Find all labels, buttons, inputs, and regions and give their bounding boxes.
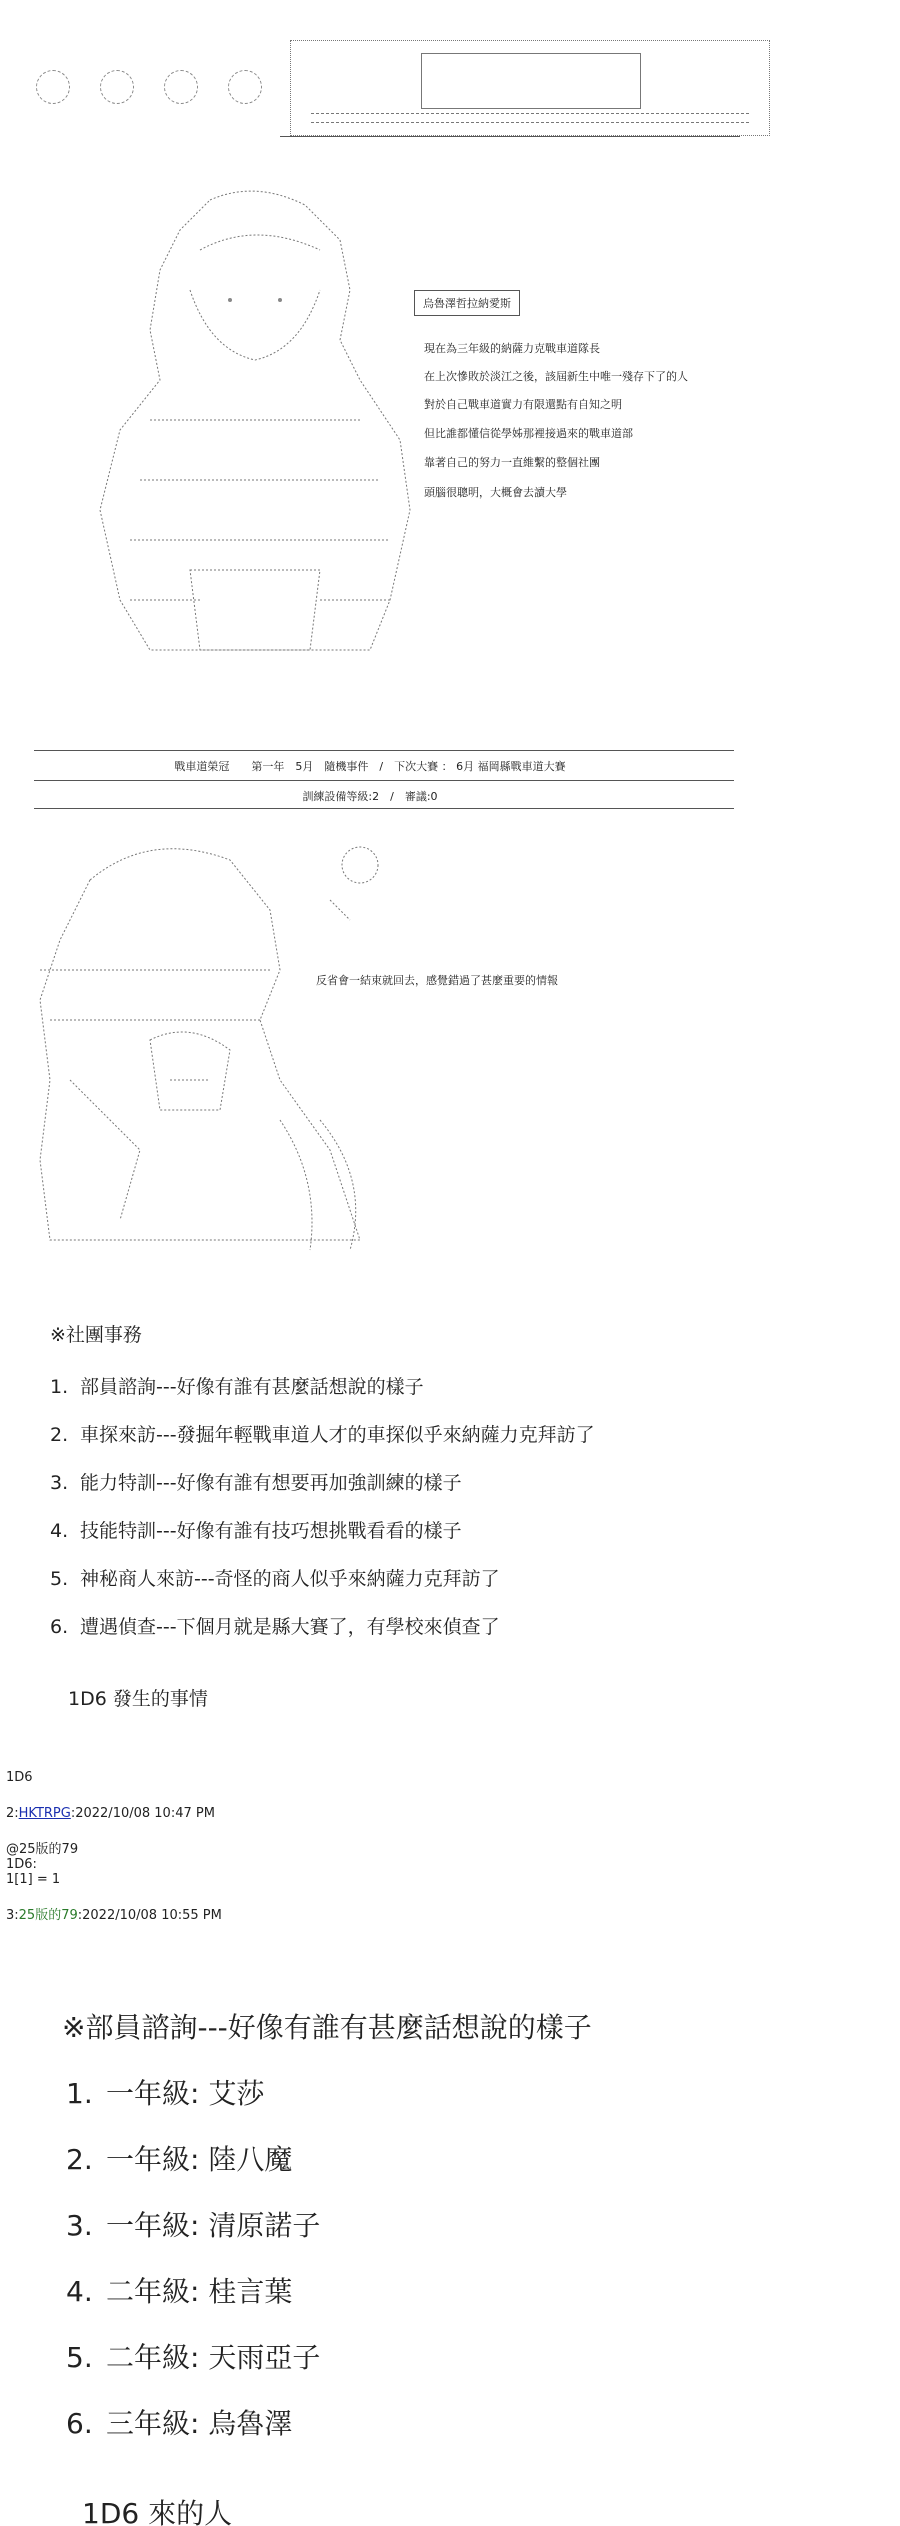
- header-banner-art: [30, 40, 750, 136]
- item-number: 3.: [66, 2209, 93, 2242]
- status-divider-top: [34, 750, 734, 751]
- item-text: 二年級: 天雨亞子: [106, 2341, 321, 2374]
- item-number: 3.: [50, 1472, 69, 1494]
- tank-illustration: [290, 40, 770, 136]
- item-text: 神秘商人來訪---奇怪的商人似乎來納薩力克拜訪了: [80, 1568, 500, 1590]
- post-timestamp: :2022/10/08 10:47 PM: [70, 1806, 215, 1821]
- character-note-line: 在上次慘敗於淡江之後，該屆新生中唯一殘存下了的人: [424, 370, 688, 383]
- wheel-decoration: [164, 70, 198, 104]
- dice-roll-prompt: 1D6 來的人: [82, 2497, 233, 2526]
- club-affairs-item: [50, 1420, 595, 1447]
- item-text: 三年級: 烏魯澤: [106, 2407, 293, 2440]
- status-divider-bottom: [34, 808, 734, 809]
- item-number: 6.: [50, 1616, 69, 1638]
- club-affairs-item: [50, 1516, 462, 1543]
- item-number: 4.: [66, 2275, 93, 2308]
- character-scene-ascii-art: [30, 820, 400, 1260]
- character-note-line: 靠著自己的努力一直維繫的整個社團: [424, 456, 600, 469]
- character-note-line: 但比誰都懂信從學姊那裡接過來的戰車道部: [424, 427, 633, 440]
- post-number: 3:: [6, 1908, 19, 1923]
- member-item: [66, 2204, 320, 2244]
- member-consult-title: ※部員諮詢---好像有誰有甚麼話想說的樣子: [62, 2011, 592, 2044]
- post-timestamp: :2022/10/08 10:55 PM: [77, 1908, 222, 1923]
- wheel-decoration: [228, 70, 262, 104]
- post-reply-result: 1[1] = 1: [6, 1872, 61, 1887]
- item-text: 能力特訓---好像有誰有想要再加強訓練的樣子: [80, 1472, 462, 1494]
- item-text: 一年級: 清原諾子: [106, 2209, 321, 2242]
- item-number: 1.: [66, 2077, 93, 2110]
- item-number: 1.: [50, 1376, 69, 1398]
- post-header: [6, 1806, 215, 1821]
- post-user-name[interactable]: 25版的79: [18, 1908, 78, 1923]
- scene-caption: 反省會一結束就回去，感覺錯過了甚麼重要的情報: [316, 974, 558, 987]
- member-item: [66, 2336, 320, 2376]
- character-name-box: 烏魯澤哲拉納愛斯: [414, 290, 520, 316]
- post-user-link[interactable]: HKTRPG: [18, 1806, 71, 1821]
- member-item: [66, 2138, 292, 2178]
- item-number: 5.: [50, 1568, 69, 1590]
- club-affairs-title: ※社團事務: [50, 1324, 142, 1346]
- post-header: [6, 1908, 222, 1923]
- item-text: 車探來訪---發掘年輕戰車道人才的車探似乎來納薩力克拜訪了: [80, 1424, 595, 1446]
- character-note-line: 現在為三年級的納薩力克戰車道隊長: [424, 342, 600, 355]
- club-affairs-item: [50, 1468, 462, 1495]
- character-note-line: 頭腦很聰明，大概會去讀大學: [424, 486, 567, 499]
- dice-roll-prompt: 1D6 發生的事情: [68, 1688, 208, 1710]
- member-item: [66, 2270, 292, 2310]
- item-number: 2.: [66, 2143, 93, 2176]
- item-text: 技能特訓---好像有誰有技巧想挑戰看看的樣子: [80, 1520, 462, 1542]
- item-number: 4.: [50, 1520, 69, 1542]
- wheel-decoration: [100, 70, 134, 104]
- club-affairs-item: [50, 1612, 500, 1639]
- post-reply-mention: @25版的79: [6, 1842, 79, 1857]
- item-number: 5.: [66, 2341, 93, 2374]
- post-reply-dice: 1D6:: [6, 1857, 37, 1872]
- tank-track: [311, 113, 749, 123]
- item-text: 二年級: 桂言葉: [106, 2275, 293, 2308]
- post-body: 1D6: [6, 1770, 33, 1785]
- character-portrait-ascii-art: [90, 180, 420, 700]
- status-line-main: 戰車道榮冠 第一年 5月 隨機事件 / 下次大賽 ： 6月 福岡縣戰車道大賽: [174, 760, 566, 773]
- item-number: 2.: [50, 1424, 69, 1446]
- member-item: [66, 2402, 292, 2442]
- character-note-line: 對於自己戰車道實力有限還點有自知之明: [424, 398, 622, 411]
- item-number: 6.: [66, 2407, 93, 2440]
- wheel-decoration: [36, 70, 70, 104]
- item-text: 一年級: 陸八魔: [106, 2143, 293, 2176]
- status-line-training: 訓練設備等級:2 / 審議:0: [302, 790, 438, 803]
- item-text: 部員諮詢---好像有誰有甚麼話想說的樣子: [80, 1376, 424, 1398]
- post-number: 2:: [6, 1806, 19, 1821]
- banner-underline: [280, 136, 740, 137]
- status-divider-middle: [34, 780, 734, 781]
- club-affairs-item: [50, 1372, 424, 1399]
- tank-turret: [421, 53, 641, 109]
- item-text: 一年級: 艾莎: [106, 2077, 265, 2110]
- item-text: 遭遇偵查---下個月就是縣大賽了，有學校來偵查了: [80, 1616, 500, 1638]
- club-affairs-item: [50, 1564, 500, 1591]
- member-item: [66, 2072, 264, 2112]
